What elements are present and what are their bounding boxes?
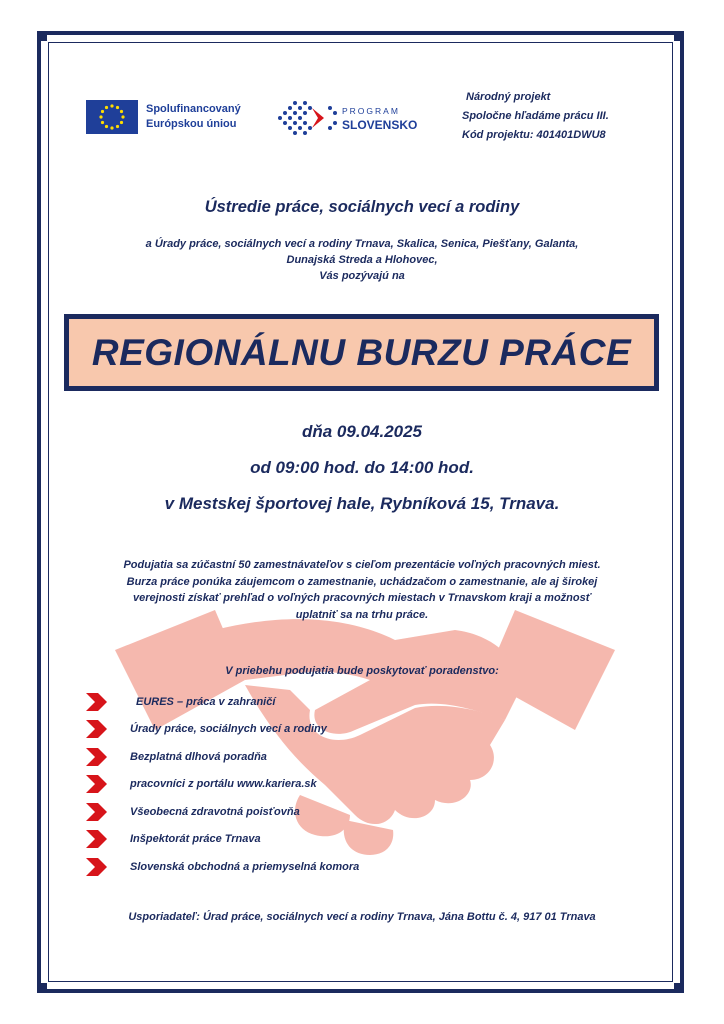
frame-corner	[674, 31, 684, 41]
program-logo-line2: SLOVENSKO	[342, 118, 418, 132]
frame-corner	[37, 983, 47, 993]
services-heading: V priebehu podujatia bude poskytovať poradenstvo:	[225, 665, 499, 677]
subtitle-line3: Vás pozývajú na	[319, 270, 405, 282]
event-time: od 09:00 hod. do 14:00 hod.	[250, 458, 474, 477]
subtitle-line1: a Úrady práce, sociálnych vecí a rodiny Trnava, Skalica, Senica, Piešťany, Galanta,	[145, 238, 579, 250]
list-item	[84, 798, 359, 826]
service-item-label: Bezplatná dlhová poradňa	[130, 750, 267, 763]
chevron-right-icon	[84, 802, 108, 822]
event-banner	[64, 314, 659, 391]
list-item	[84, 826, 359, 854]
service-item-label: pracovníci z portálu www.kariera.sk	[130, 778, 317, 791]
organizer-footer: Usporiadateľ: Úrad práce, sociálnych vecí a rodiny Trnava, Jána Bottu č. 4, 917 01 Trnava	[128, 911, 596, 923]
chevron-right-icon	[84, 774, 108, 794]
description-line3: verejnosti získať prehľad o voľných pracovných miestach v Trnavskom kraji a možnosť	[133, 592, 591, 604]
chevron-right-icon	[84, 829, 108, 849]
event-date: dňa 09.04.2025	[301, 422, 423, 441]
list-item	[84, 688, 359, 716]
banner-title: REGIONÁLNU BURZU PRÁCE	[91, 331, 632, 373]
program-logo-line1: PROGRAM	[342, 106, 400, 116]
service-item-label: Úrady práce, sociálnych vecí a rodiny	[130, 723, 327, 736]
project-info-line3: Kód projektu: 401401DWU8	[462, 129, 606, 141]
eu-logo-line1: Spolufinancovaný	[146, 103, 241, 115]
organizer-subtitle	[0, 236, 724, 284]
project-info-line2: Spoločne hľadáme prácu III.	[462, 110, 609, 122]
event-description	[80, 557, 644, 623]
frame-corner	[674, 983, 684, 993]
eu-cofinanced-logo	[86, 100, 241, 134]
event-place: v Mestskej športovej hale, Rybníková 15, Trnava.	[164, 494, 560, 513]
chevron-right-icon	[84, 857, 108, 877]
services-list	[84, 688, 359, 881]
service-item-label: Inšpektorát práce Trnava	[130, 833, 261, 846]
chevron-right-icon	[84, 719, 108, 739]
description-line1: Podujatia sa zúčastní 50 zamestnávateľov s cieľom prezentácie voľných pracovných miest.	[123, 559, 601, 571]
organizer-title: Ústredie práce, sociálnych vecí a rodiny	[204, 198, 520, 216]
service-item-label: Slovenská obchodná a priemyselná komora	[130, 860, 360, 873]
frame-corner	[37, 31, 47, 41]
list-item	[84, 853, 359, 881]
list-item	[84, 771, 359, 799]
chevron-right-icon	[84, 692, 108, 712]
chevron-right-icon	[84, 747, 108, 767]
service-item-label: Všeobecná zdravotná poisťovňa	[130, 805, 300, 818]
description-line2: Burza práce ponúka záujemcom o zamestnanie, uchádzačom o zamestnanie, ale aj širokej	[126, 575, 598, 588]
program-slovensko-logo	[276, 100, 417, 136]
list-item	[84, 743, 359, 771]
project-info-line1: Národný projekt	[466, 91, 551, 103]
eu-flag-icon	[86, 100, 138, 134]
subtitle-line2: Dunajská Streda a Hlohovec,	[286, 254, 438, 266]
project-info	[462, 88, 609, 145]
list-item	[84, 716, 359, 744]
program-slovensko-icon	[276, 100, 338, 136]
description-line4: uplatniť sa na trhu práce.	[295, 608, 429, 621]
service-item-label: EURES – práca v zahraničí	[136, 695, 276, 708]
eu-logo-line2: Európskou úniou	[146, 118, 237, 130]
